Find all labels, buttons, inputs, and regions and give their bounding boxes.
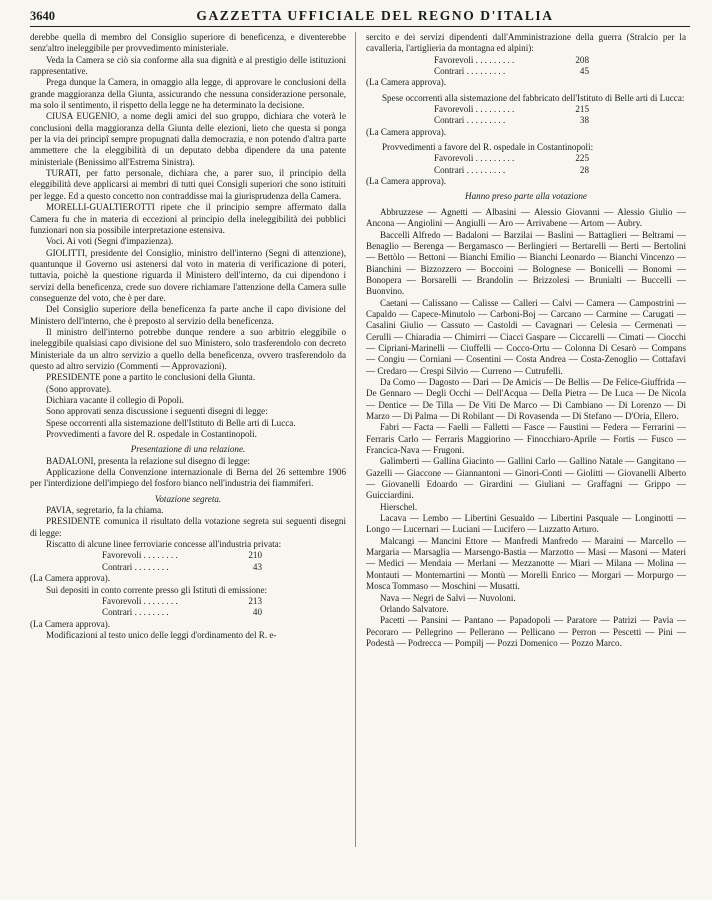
vote-row: [434, 115, 589, 126]
paragraph: GIOLITTI, presidente del Consiglio, ministro dell'interno (Segni di attenzione), quantunque il Governo usi astenersi dal voto in materia di verificazione di poteri, tuttavia, poichè la questione riguarda il Ministero dell'interno, da cui dipendono i servizi della beneficenza, crede suo dovere richiamare l'attenzione della Camera sulle conseguenze del voto, che è per dare.: [30, 247, 346, 303]
paragraph: Modificazioni al testo unico delle leggi d'ordinamento del R. e-: [46, 629, 277, 640]
vote-label: Favorevoli . . . . . . . . .: [434, 54, 515, 65]
paragraph: sercito e dei servizi dipendenti dall'Amministrazione della guerra (Stralcio per la cavalleria, l'artiglieria da montagna ed alpini):: [366, 32, 686, 54]
paragraph: Riscatto di alcune linee ferroviarie concesse all'industria privata:: [46, 539, 282, 550]
paragraph: PAVIA, segretario, fa la chiama.: [46, 505, 164, 516]
paragraph: Provvedimenti a favore del R. ospedale in Costantinopoli:: [382, 142, 594, 153]
paragraph: Il ministro dell'interno potrebbe dunque rendere a suo arbitrio eleggibile o ineleggibile qualsiasi capo divisione del suo Ministero, solo trasferendolo con decreto Ministeriale da un altro servizio a quello della beneficenza, ovvero trasferendolo da questo ad altro servizio (Commenti — Approvazioni).: [30, 326, 346, 371]
paragraph: Del Consiglio superiore della beneficenza fa parte anche il capo divisione del Ministero dell'interno, che è preposto al servizio della beneficenza.: [30, 304, 346, 326]
name-group: Fabri — Facta — Faelli — Falletti — Fasce — Faustini — Federa — Ferrarini — Ferraris Carlo — Ferraris Maggiorino — Finocchiaro-Aprile — Fortis — Fusco — Francica-Nava — Frugoni.: [366, 422, 686, 456]
name-group: Pacetti — Pansini — Pantano — Papadopoli — Paratore — Patrizi — Pavia — Pecoraro — Pellegrino — Pellerano — Pellicano — Perron — Pescetti — Pini — Podestà — Podrecca — Pompilj — Pozzi Domenico — Pozzo Marco.: [366, 615, 686, 648]
paragraph: (Sono approvate).: [46, 383, 112, 394]
paragraph: MORELLI-GUALTIEROTTI ripete che il principio sempre affermato dalla Camera fu che in materia di eccezioni al principio della ineleggibilità dei pubblici funzionari non sia possibile interpretazione estensiva.: [30, 202, 346, 235]
vote-count: 213: [248, 595, 262, 606]
section-heading: Votazione segreta.: [154, 493, 222, 504]
vote-count: 225: [575, 153, 589, 164]
name-group: Baccelli Alfredo — Badaloni — Barzilai — Baslini — Battaglieri — Beltrami — Benaglio — Berenga — Bergamasco — Berlingieri — Bertarelli — Berti — Bertolini — Bettòlo — Bettoni — Bianchi Emilio — Bianchi Leonardo — Bianchi Vincenzo — Bianchini — Bizzozzero — Boccoini — Bolognese — Bonicelli — Bonomi — Bonopera — Borsarelli — Brandolin — Brizzolesi — Brunialti — Buccelli — Buonvino.: [366, 229, 686, 297]
right-column: [366, 32, 686, 890]
name-group: Da Como — Dagosto — Dari — De Amicis — De Bellis — De Felice-Giuffrida — De Gennaro — Degli Occhi — Dell'Acqua — Della Pietra — De Luca — De Nicola — Dentice — De Tilla — De Viti De Marco — Di Cambiano — Di Lorenzo — Di Marzo — Di Palma — Di Robilant — Di Rovasenda — Di Stefano — D'Oria, Ellero.: [366, 376, 686, 421]
vote-row: [434, 55, 589, 66]
vote-label: Favorevoli . . . . . . . .: [102, 595, 178, 606]
vote-count: 208: [575, 54, 589, 65]
paragraph: (La Camera approva).: [366, 77, 447, 88]
paragraph: Provvedimenti a favore del R. ospedale in Costantinopoli.: [46, 429, 257, 440]
left-column: [30, 32, 346, 890]
name-group: Caetani — Calissano — Calisse — Calleri — Calvi — Camera — Campostrini — Capaldo — Capece-Minutolo — Carboni-Boj — Carcano — Carmine — Carugati — Casalini Giulio — Cassuto — Castoldi — Cavagnari — Celesia — Cermenati — Cerulli — Chiaradia — Chimirri — Ciacci Gaspare — Ciccarelli — Cimati — Ciocchi — Cipriani-Marinelli — Ciuffelli — Cocco-Ortu — Colonna Di Cesarò — Compans — Congiu — Corniani — Cosentini — Costa Andrea — Costa-Zenoglio — Cottafavi — Credaro — Crespi Silvio — Curreno — Cutrufelli.: [366, 297, 686, 376]
vote-row: [434, 165, 589, 176]
page-header: [30, 6, 690, 27]
paragraph: Sui depositi in conto corrente presso gli Istituti di emissione:: [46, 584, 268, 595]
vote-row: [102, 596, 262, 607]
attendance-list: [366, 207, 686, 649]
paragraph: Voci. Ai voti (Segni d'impazienza).: [46, 236, 174, 247]
vote-count: 43: [252, 561, 262, 572]
vote-label: Contrari . . . . . . . .: [102, 561, 169, 572]
vote-row: [102, 562, 262, 573]
section-heading: Presentazione di una relazione.: [130, 444, 246, 455]
paragraph: (La Camera approva).: [30, 618, 111, 629]
name-group: Hierschel.: [380, 501, 418, 512]
paragraph: CIUSA EUGENIO, a nome degli amici del suo gruppo, dichiara che voterà le conclusioni della maggioranza della Giunta delle elezioni, lieto che questa si ponga per la via dei principî sempre propugnati dalla democrazia, e non potendo d'altra parte ammettere che la eleggibilità di un deputato debba dipendere da una patente ministeriale (Benissimo all'Estrema Sinistra).: [30, 111, 346, 167]
paragraph: Sono approvati senza discussione i seguenti disegni di legge:: [46, 406, 268, 417]
section-heading: Hanno preso parte alla votazione: [465, 191, 587, 202]
paragraph: Prega dunque la Camera, in omaggio alla legge, di approvare le conclusioni della grande maggioranza della Giunta, assicurando che nessuna considerazione personale, ma solo il sentimento, il rispetto della legge ne ha determinato la decisione.: [30, 77, 346, 111]
name-group: Abbruzzese — Agnetti — Albasini — Alessio Giovanni — Alessio Giulio — Ancona — Angiolini — Angiulli — Aro — Arrivabene — Artom — Aubry.: [366, 206, 686, 229]
paragraph: Veda la Camera se ciò sia conforme alla sua dignità e al prestigio delle istituzioni rappresentative.: [30, 54, 346, 77]
vote-row: [434, 104, 589, 115]
paragraph: PRESIDENTE comunica il risultato della votazione segreta sui seguenti disegni di legge:: [30, 516, 346, 538]
vote-count: 215: [575, 104, 589, 115]
vote-count: 40: [252, 607, 262, 618]
paragraph: Spese occorrenti alla sistemazione del fabbricato dell'Istituto di Belle arti di Lucca:: [382, 92, 685, 103]
paragraph: (La Camera approva).: [366, 126, 447, 137]
vote-label: Favorevoli . . . . . . . . .: [434, 153, 515, 164]
vote-row: [434, 153, 589, 164]
vote-row: [102, 550, 262, 561]
name-group: Nava — Negri de Salvi — Nuvoloni.: [380, 592, 516, 603]
paragraph: PRESIDENTE pone a partito le conclusioni della Giunta.: [46, 372, 256, 383]
paragraph: BADALONI, presenta la relazione sul disegno di legge:: [46, 455, 251, 466]
paragraph: (La Camera approva).: [30, 573, 111, 584]
gazette-title: GAZZETTA UFFICIALE DEL REGNO D'ITALIA: [196, 8, 554, 23]
vote-label: Contrari . . . . . . . . .: [434, 115, 506, 126]
paragraph: (La Camera approva).: [366, 176, 447, 187]
name-group: Lacava — Lembo — Libertini Gesualdo — Libertini Pasquale — Longinotti — Longo — Lucernari — Luciani — Lucifero — Luzzatto Arturo.: [366, 513, 686, 535]
paragraph: Spese occorrenti alla sistemazione dell'Istituto di Belle arti di Lucca.: [46, 417, 296, 428]
vote-count: 28: [579, 164, 589, 175]
column-divider: [355, 32, 356, 847]
vote-label: Favorevoli . . . . . . . . .: [434, 104, 515, 115]
vote-label: Contrari . . . . . . . . .: [434, 164, 506, 175]
page-number: 3640: [30, 9, 55, 23]
vote-label: Favorevoli . . . . . . . .: [102, 550, 178, 561]
paragraph: Dichiara vacante il collegio di Popoli.: [46, 395, 184, 405]
vote-row: [102, 607, 262, 618]
paragraph: TURATI, per fatto personale, dichiara che, a parer suo, il principio della eleggibilità deve applicarsi ai membri di tutti quei Consigli superiori che sono istituiti per legge. Ed a questo concetto non contraddisse mai la giurisprudenza della Camera.: [30, 168, 346, 201]
vote-label: Contrari . . . . . . . .: [102, 607, 169, 618]
vote-count: 210: [248, 550, 262, 561]
paragraph: Applicazione della Convenzione internazionale di Berna del 26 settembre 1906 per l'interdizione dell'impiego del fosforo bianco nell'industria dei fiammiferi.: [30, 467, 346, 489]
vote-label: Contrari . . . . . . . . .: [434, 66, 506, 77]
name-group: Malcangi — Mancini Ettore — Manfredi Manfredo — Maraini — Marcello — Margaria — Marsaglia — Marsengo-Bastia — Marzotto — Masi — Masoni — Materi — Medici — Mendaia — Merlani — Mezzanotte — Miari — Milana — Molina — Montauti — Montemartini — Montù — Morelli Enrico — Morgari — Morpurgo — Mosca Tommaso — Moschini — Musatti.: [366, 535, 686, 592]
vote-count: 45: [579, 66, 589, 77]
name-group: Orlando Salvatore.: [380, 603, 449, 614]
paragraph: derebbe quella di membro del Consiglio superiore di beneficenza, e diventerebbe senz'altro ineleggibile per provvedimento ministeriale.: [30, 32, 346, 54]
vote-row: [434, 66, 589, 77]
vote-count: 38: [579, 115, 589, 126]
name-group: Galimberti — Gallina Giacinto — Gallini Carlo — Gallino Natale — Gangitano — Gazelli — Giaccone — Giannantoni — Ginori-Conti — Giolitti — Giovanelli Alberto — Giovanelli Edoardo — Girardini — Giuliani — Graffagni — Grippo — Guicciardini.: [366, 456, 686, 501]
